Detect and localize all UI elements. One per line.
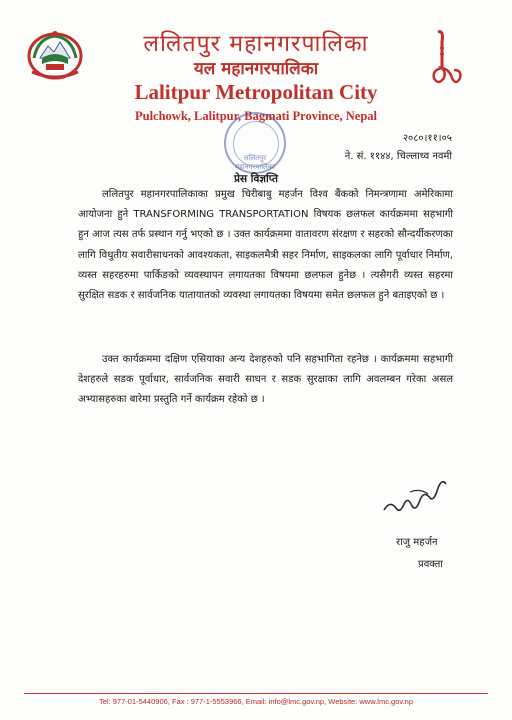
press-release-heading: प्रेस विज्ञप्ति: [234, 173, 278, 185]
stamp-text: ललितपुर महानगरपालिका: [235, 154, 275, 171]
office-stamp: [224, 112, 286, 174]
signatory-name: राजु महर्जन: [396, 537, 438, 548]
nepal-sambat-date: ने. सं. ११४४, चिल्लाथ्व नवमी: [344, 151, 452, 162]
city-name-newari: यल महानगरपालिका: [193, 59, 319, 79]
body-paragraph-1: ललितपुर महानगरपालिकाका प्रमुख चिरीबाबु महर्जन विश्व बैंकको निमन्त्रणामा अमेरिकामा आयोजना हुने TRANSFORMING TRANSPORTATION विषयक छलफल कार्यक्रममा सहभागी हुन आज त्यस तर्फ प्रस्थान गर्नु भएको छ । उक्त कार्यक्रममा वातावरण संरक्षण र सहरको सौन्दर्यीकरणका लागि विधुतीय सवारीसाधनको आवश्यकता, साइकलमैत्री सहर निर्माण, साइकलका लागि पूर्वाधार निर्माण, व्यस्त सहरहरुमा पार्किङको व्यवस्थापन लगायतका विषयमा छलफल हुनेछ । त्यसैगरी व्यस्त सहरमा सुरक्षित सडक र सार्वजनिक यातायातको व्यवस्था लगायतका विषयमा समेत छलफल हुने बताइएको छ ।: [78, 189, 453, 302]
city-address: Pulchowk, Lalitpur, Bagmati Province, Nepal: [134, 109, 378, 123]
body-paragraph-2: उक्त कार्यक्रममा दक्षिण एसियाका अन्य देशहरुको पनि सहभागिता रहनेछ । कार्यक्रममा सहभागी देशहरुले सडक पूर्वाधार, सार्वजनिक सवारी साधन र सडक सुरक्षाका लागि अवलम्बन गरेका असल अभ्यासहरुका बारेमा प्रस्तुति गर्ने कार्यक्रम रहेको छ ।: [78, 354, 453, 406]
letter-date: २०८०।११।०५: [402, 133, 452, 144]
city-name-english: Lalitpur Metropolitan City: [134, 80, 378, 104]
city-name-nepali: ललितपुर महानगरपालिका: [143, 31, 369, 57]
signatory-role: प्रवक्ता: [418, 559, 443, 570]
footer-divider: [24, 693, 488, 694]
footer-contact: Tel: 977-01-5440906, Fax : 977-1-5553966, Email: info@lmc.gov.np, Website: www.lmc.gov.np: [98, 697, 414, 706]
handwritten-signature: [380, 470, 450, 520]
